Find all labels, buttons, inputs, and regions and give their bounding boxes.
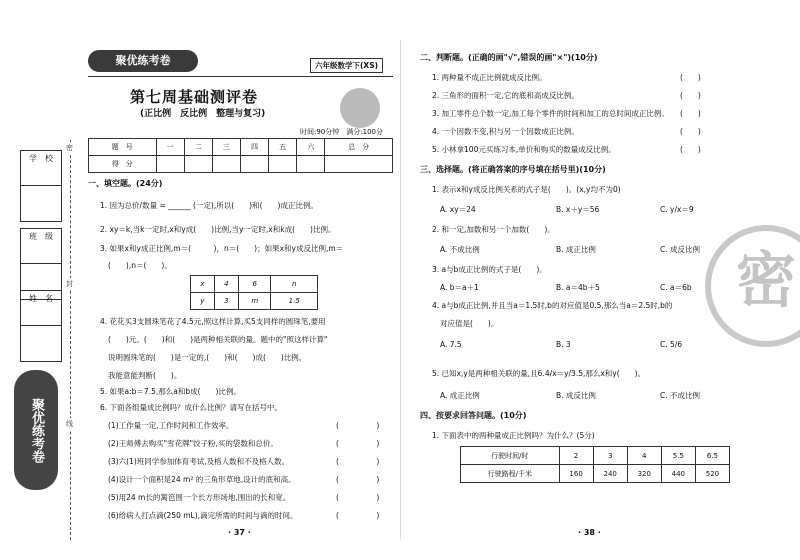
q4-line2: ( )元。( )和( )是两种相关联的量。题中的"照这样计算" <box>108 335 328 344</box>
q3-line1: 3. 如果x和y成正比例,m＝( )，n＝( )；如果x和y成反比例,m＝ <box>100 244 344 253</box>
page-number-right: · 38 · <box>578 528 601 537</box>
judge-item: 2. 三角形的面积一定,它的底和高成反比例。 <box>432 91 579 100</box>
choice-5-option[interactable]: C. 不成比例 <box>660 391 701 400</box>
q6-item: (5)用24 m长的篱笆围一个长方形场地,围出的长和宽。 <box>108 493 291 502</box>
header-rule <box>88 76 393 77</box>
q3-cell: y <box>191 293 215 310</box>
q6-item: (2)王师傅去购买"雪花牌"饺子粉,买的袋数和总价。 <box>108 439 278 448</box>
judge-answer[interactable]: ( ) <box>680 73 701 82</box>
score-header: 一 <box>156 139 184 156</box>
score-header: 二 <box>184 139 212 156</box>
choice-4-line1: 4. a与b成正比例,并且当a＝1.5时,b的对应值是0.5,那么当a＝2.5时,b的 <box>432 301 673 310</box>
choice-4-option[interactable]: C. 5/6 <box>660 340 683 349</box>
q3-table <box>190 275 318 310</box>
time-score: 时间:90分钟 满分:100分 <box>300 128 383 136</box>
q3-row-y <box>191 293 318 310</box>
score-cell[interactable] <box>269 156 297 173</box>
section-2-heading: 二、判断题。(正确的画"√",错误的画"×")(10分) <box>420 53 598 62</box>
q4-line1: 4. 花花买3支圆珠笔花了4.5元,照这样计算,买5支同样的圆珠笔,要用 <box>100 317 326 326</box>
choice-1-option[interactable]: C. y/x＝9 <box>660 205 694 214</box>
school-field[interactable] <box>20 185 62 222</box>
page-title: 第七周基础测评卷 <box>130 88 259 106</box>
judge-answer[interactable]: ( ) <box>680 91 701 100</box>
section-1-heading: 一、填空题。(24分) <box>88 179 163 188</box>
travel-cell: 6.5 <box>695 447 729 465</box>
choice-3: 3. a与b成正比例的式子是( )。 <box>432 265 547 274</box>
q1: 1. 因为总价/数量 = ______ (一定),所以( )和( )成正比例。 <box>100 201 318 210</box>
q3-cell: x <box>191 276 215 293</box>
school-label: 学 校 <box>29 154 53 163</box>
name-label-box <box>20 290 62 326</box>
q2: 2. xy＝k,当k一定时,x和y成( )比例,当y一定时,x和k成( )比例。 <box>100 225 336 234</box>
score-header: 题 号 <box>89 139 157 156</box>
page-subtitle: (正比例 反比例 整理与复习) <box>140 109 266 119</box>
score-table <box>88 138 393 173</box>
choice-3-option[interactable]: B. a＝4b＋5 <box>556 283 600 292</box>
score-cell[interactable] <box>240 156 268 173</box>
choice-3-option[interactable]: A. b＝a＋1 <box>440 283 479 292</box>
judge-answer[interactable]: ( ) <box>680 109 701 118</box>
choice-5-option[interactable]: A. 成正比例 <box>440 391 480 400</box>
choice-1-option[interactable]: B. x＋y＝56 <box>556 205 600 214</box>
q3-line2: ( ),n＝( )。 <box>108 261 172 270</box>
score-header: 总 分 <box>325 139 393 156</box>
q6-answer[interactable]: ( ) <box>336 439 380 448</box>
seal-char-3: 线 <box>66 420 73 428</box>
q3-cell: m <box>239 293 271 310</box>
q6-item: (1)工作量一定,工作时间和工作效率。 <box>108 421 234 430</box>
q6-item: (3)六(1)班同学参加体育考试,及格人数和不及格人数。 <box>108 457 290 466</box>
q4-1: 1. 下面表中的两种量成正比例吗？为什么？(5分) <box>432 431 595 440</box>
travel-cell: 320 <box>627 465 661 483</box>
score-cell[interactable] <box>297 156 325 173</box>
judge-item: 3. 加工零件总个数一定,加工每个零件的时间和加工的总时间成正比例。 <box>432 109 669 118</box>
q6-item: (4)设计一个面积是24 m² 的三角形草地,设计的底和高。 <box>108 475 296 484</box>
q3-cell: 6 <box>239 276 271 293</box>
score-row-label: 得 分 <box>89 156 157 173</box>
q3-row-x <box>191 276 318 293</box>
score-row <box>89 156 393 173</box>
score-header: 三 <box>212 139 240 156</box>
choice-1: 1. 表示x和y成反比例关系的式子是( )。(x,y均不为0) <box>432 185 621 194</box>
score-header: 五 <box>269 139 297 156</box>
seal-char-2: 封 <box>66 280 73 288</box>
choice-3-option[interactable]: C. a＝6b <box>660 283 692 292</box>
q5: 5. 如果a:b＝7.5,那么a和b成( )比例。 <box>100 387 241 396</box>
q6-answer[interactable]: ( ) <box>336 457 380 466</box>
travel-cell: 行驶时间/时 <box>461 447 560 465</box>
judge-answer[interactable]: ( ) <box>680 127 701 136</box>
choice-2-option[interactable]: C. 成反比例 <box>660 245 701 254</box>
class-label: 班 级 <box>29 232 53 241</box>
travel-cell: 4 <box>627 447 661 465</box>
travel-cell: 520 <box>695 465 729 483</box>
judge-item: 5. 小林拿100元买练习本,单价和购买的数量成反比例。 <box>432 145 616 154</box>
section-3-heading: 三、选择题。(将正确答案的序号填在括号里)(10分) <box>420 165 606 174</box>
school-label-box <box>20 150 62 186</box>
travel-cell: 440 <box>661 465 695 483</box>
choice-4-option[interactable]: B. 3 <box>556 340 571 349</box>
mascot-image <box>340 88 380 128</box>
travel-cell: 5.5 <box>661 447 695 465</box>
q3-cell: 1.5 <box>271 293 318 310</box>
choice-2-option[interactable]: A. 不成比例 <box>440 245 480 254</box>
class-label-box <box>20 228 62 264</box>
choice-2: 2. 和一定,加数和另一个加数( )。 <box>432 225 555 234</box>
score-header-row <box>89 139 393 156</box>
travel-row-time <box>461 447 730 465</box>
section-4-heading: 四、按要求回答问题。(10分) <box>420 411 527 420</box>
travel-cell: 160 <box>559 465 593 483</box>
travel-table <box>460 446 730 483</box>
brand-logo: 聚优练考卷 <box>88 50 198 72</box>
judge-answer[interactable]: ( ) <box>680 145 701 154</box>
choice-1-option[interactable]: A. xy＝24 <box>440 205 476 214</box>
choice-4-line2: 对应值是( )。 <box>440 319 499 328</box>
q3-cell: n <box>271 276 318 293</box>
choice-5: 5. 已知x,y是两种相关联的量,且6.4/x＝y/3.5,那么x和y( )。 <box>432 369 646 378</box>
q3-cell: 3 <box>214 293 239 310</box>
q6-answer[interactable]: ( ) <box>336 475 380 484</box>
travel-row-distance <box>461 465 730 483</box>
page-divider <box>400 40 401 540</box>
brand-vertical-logo: 聚优练考卷 <box>14 370 58 490</box>
choice-2-option[interactable]: B. 成正比例 <box>556 245 596 254</box>
grade-badge: 六年级数学下(XS) <box>310 58 383 73</box>
travel-cell: 3 <box>593 447 627 465</box>
score-header: 四 <box>240 139 268 156</box>
score-cell[interactable] <box>325 156 393 173</box>
page-number-left: · 37 · <box>228 528 251 537</box>
name-label: 姓 名 <box>29 294 53 303</box>
judge-item: 4. 一个因数不变,积与另一个因数成正比例。 <box>432 127 579 136</box>
travel-cell: 行驶路程/千米 <box>461 465 560 483</box>
name-field[interactable] <box>20 325 62 362</box>
q6-item: (6)给病人打点滴(250 mL),滴完所需的时间与滴的时间。 <box>108 511 298 520</box>
q4-line3: 说明圆珠笔的( )是一定的,( )和( )成( )比例。 <box>108 353 307 362</box>
q6-answer[interactable]: ( ) <box>336 421 380 430</box>
travel-cell: 2 <box>559 447 593 465</box>
choice-5-option[interactable]: B. 成反比例 <box>556 391 596 400</box>
q6-answer[interactable]: ( ) <box>336 493 380 502</box>
binding-sidebar <box>0 0 70 560</box>
seal-line <box>70 140 71 540</box>
score-cell[interactable] <box>184 156 212 173</box>
score-header: 六 <box>297 139 325 156</box>
score-cell[interactable] <box>212 156 240 173</box>
q4-line4: 我能意能判断( )。 <box>108 371 182 380</box>
q6-answer[interactable]: ( ) <box>336 511 380 520</box>
judge-item: 1. 两种量不成正比例就成反比例。 <box>432 73 547 82</box>
q6: 6. 下面各组量成比例吗？成什么比例？请写在括号中。 <box>100 403 283 412</box>
seal-char-1: 密 <box>66 144 73 152</box>
q3-cell: 4 <box>214 276 239 293</box>
score-cell[interactable] <box>156 156 184 173</box>
choice-4-option[interactable]: A. 7.5 <box>440 340 462 349</box>
travel-cell: 240 <box>593 465 627 483</box>
confidential-stamp: 密 <box>705 225 800 347</box>
